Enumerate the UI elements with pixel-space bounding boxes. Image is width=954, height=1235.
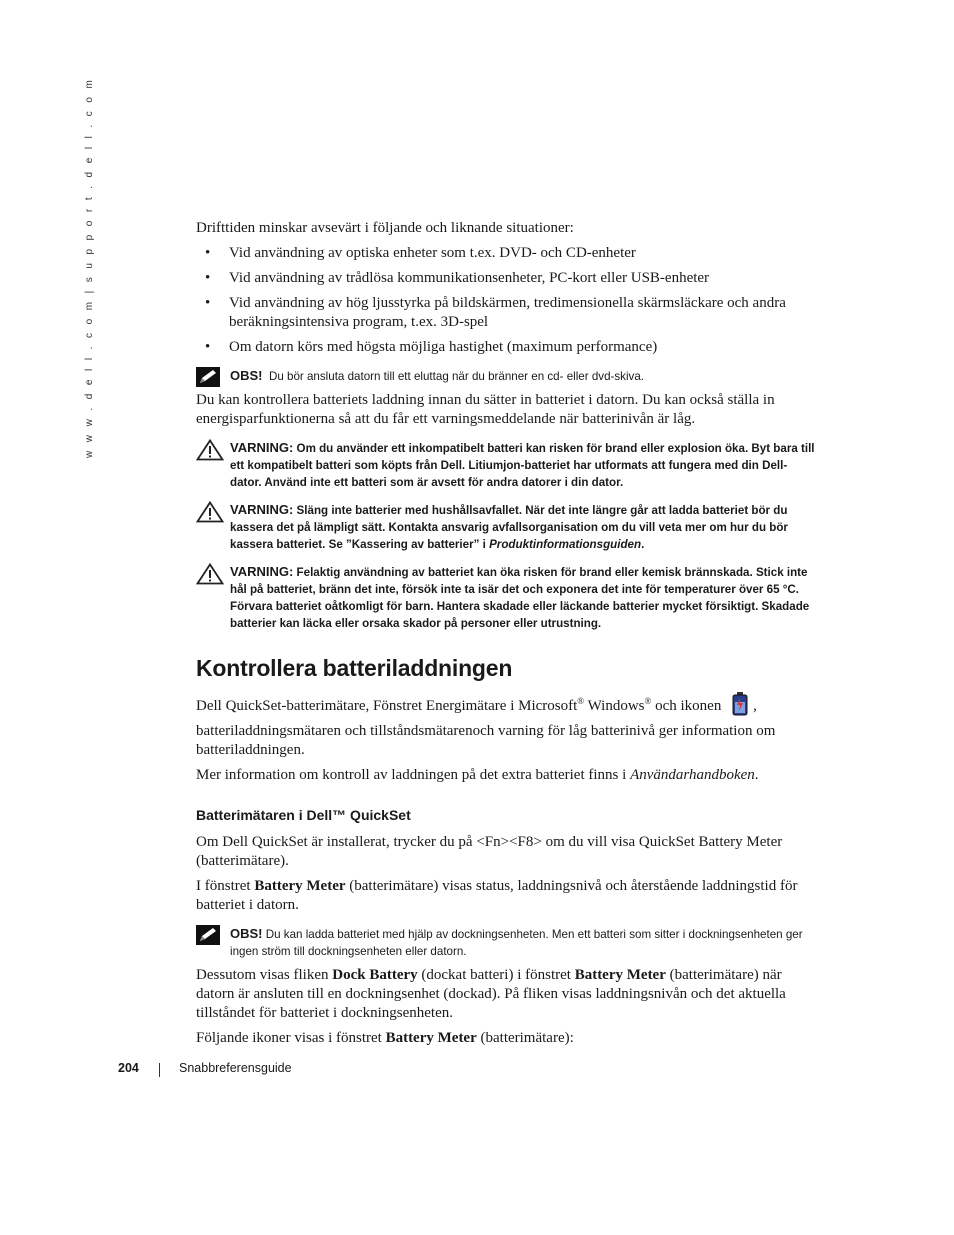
note-burn: OBS! Du bör ansluta datorn till ett eluttag när du bränner en cd- eller dvd-skiva. xyxy=(196,367,816,385)
footer-title: Snabbreferensguide xyxy=(179,1061,292,1075)
note-pencil-icon xyxy=(196,925,220,950)
subsection-title: Batterimätaren i Dell™ QuickSet xyxy=(196,807,411,823)
bullet-list xyxy=(196,244,816,357)
section-title: Kontrollera batteriladdningen xyxy=(196,655,513,681)
page-content xyxy=(196,219,816,1054)
warning-triangle-icon xyxy=(196,563,224,590)
warning-triangle-icon xyxy=(196,439,224,466)
list-item: • Vid användning av trådlösa kommunikationsenheter, PC-kort eller USB-enheter xyxy=(205,270,710,286)
list-item: • Vid användning av optiska enheter som t.ex. DVD- och CD-enheter xyxy=(205,245,636,261)
window-paragraph: I fönstret Battery Meter (batterimätare) visas status, laddningsnivå och återstående laddningstid för batteriet i datorn. xyxy=(196,878,798,913)
warning-triangle-icon xyxy=(196,501,224,528)
note-pencil-icon xyxy=(196,367,220,392)
fn-paragraph: Om Dell QuickSet är installerat, trycker du på <Fn><F8> om du vill visa QuickSet Battery Meter (batterimätare). xyxy=(196,834,783,869)
warning-disposal: VARNING: Släng inte batterier med hushållsavfallet. När det inte längre går att ladda batteriet bör du kassera det på lämpligt sätt. Kontakta ansvarig avfallsorganisation om du vill veta mer om hur du bör kassera batteriet. Se ”Kassering av batterier” i Produktinformationsguiden. xyxy=(196,501,816,553)
footer-divider xyxy=(159,1063,160,1077)
check-paragraph: Du kan kontrollera batteriets laddning innan du sätter in batteriet i datorn. Du kan också ställa in energisparfunktionerna så att du får ett varningsmeddelande när batterinivån är låg. xyxy=(196,392,775,427)
icons-paragraph: Följande ikoner visas i fönstret Battery Meter (batterimätare): xyxy=(196,1030,574,1046)
intro-paragraph: Drifttiden minskar avsevärt i följande och liknande situationer: xyxy=(196,220,574,236)
dock-paragraph: Dessutom visas fliken Dock Battery (dockat batteri) i fönstret Battery Meter (batterimätare) när datorn är ansluten till en dockningsenhet (dockad). På fliken visas laddningsnivån och det aktuella tillståndet för batteriet i dockningsenheten. xyxy=(196,967,786,1021)
list-item: • Om datorn körs med högsta möjliga hastighet (maximum performance) xyxy=(205,339,658,355)
quickset-paragraph: Dell QuickSet-batterimätare, Fönstret Energimätare i Microsoft® Windows® och ikonen , batteriladdningsmätaren och tillståndsmätarenoch varning för låg batterinivå ger information om batteriladdningen. xyxy=(196,692,816,760)
warning-misuse: VARNING: Felaktig användning av batteriet kan öka risken för brand eller kemisk brännskada. Stick inte hål på batteriet, bränn det inte, försök inte ta isär det och exponera det inte för temperaturer över 65 °C. Förvara batteriet oåtkomligt för barn. Hantera skadade eller läckande batterier mycket försiktigt. Skadade batterier kan läcka eller orsaka skador på personer eller utrustning. xyxy=(196,563,816,632)
sidebar-url: w w w . d e l l . c o m | s u p p o r t . d e l l . c o m xyxy=(84,77,95,458)
warning-incompatible: VARNING: Om du använder ett inkompatibelt batteri kan risken för brand eller explosion öka. Byt bara till ett kompatibelt batteri som köpts från Dell. Litiumjon-batteriet har utformats att fungera med din Dell-dator. Använd inte ett batteri som är avsett för andra datorer i din dator. xyxy=(196,439,816,491)
page-number: 204 xyxy=(118,1061,139,1075)
battery-icon xyxy=(731,692,749,722)
note-docking: OBS! Du kan ladda batteriet med hjälp av dockningsenheten. Men ett batteri som sitter i dockningsenheten ger ingen ström till dockningsenheten eller datorn. xyxy=(196,925,816,960)
page-footer xyxy=(118,1061,292,1075)
more-info-paragraph: Mer information om kontroll av laddningen på det extra batteriet finns i Användarhandboken. xyxy=(196,767,759,783)
list-item: • Vid användning av hög ljusstyrka på bildskärmen, tredimensionella skärmsläckare och andra beräkningsintensiva program, t.ex. 3D-spel xyxy=(205,295,786,330)
